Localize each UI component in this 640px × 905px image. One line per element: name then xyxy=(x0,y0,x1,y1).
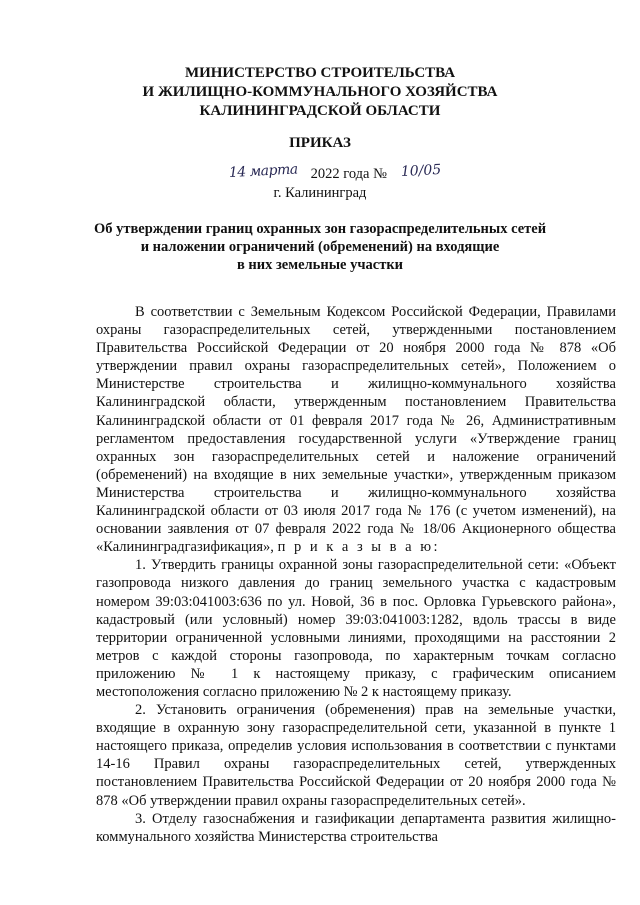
ministry-header-line-1: МИНИСТЕРСТВО СТРОИТЕЛЬСТВА xyxy=(184,65,456,81)
handwritten-order-number: 10/05 xyxy=(400,161,442,181)
intro-main-text: В соответствии с Земельным Кодексом Российской Федерации, Правилами охраны газораспределительных сетей, утвержденными постановлением Правительства Российской Федерации от 20 ноября 2000 года № 878 «Об утверждении правил охраны газораспределительных сетей», Положением о Министерстве строительства и жилищно-коммунального хозяйства Калининградской области, утвержденным постановлением Правительства Калининградской области от 01 февраля 2017 года № 26, Административным регламентом предоставления государственной услуги «Утверждение границ охранных зон газораспределительных сетей и наложение ограничений (обременений) на входящие в них земельные участки», утвержденным приказом Министерства строительства и жилищно-коммунального хозяйства Калининградской области от 03 июля 2017 года № 176 (с учетом изменений), на основании заявления от 07 февраля 2022 года № 18/06 Акционерного общества «Калининградгазификация», xyxy=(96,304,616,556)
item-2-paragraph: 2. Установить ограничения (обременения) прав на земельные участки, входящие в охранную зону газораспределительной сети, указанной в пункте 1 настоящего приказа, определив условия использования в соответствии с пунктами 14-16 Правил охраны газораспределительных сетей, утвержденных постановлением Правительства Российской Федерации от 20 ноября 2000 года № 878 «Об утверждении правил охраны газораспределительных сетей». xyxy=(96,702,616,809)
item-1-paragraph: 1. Утвердить границы охранной зоны газораспределительной сети: «Объект газопровода низкого давления до границ земельного участка с кадастровым номером 39:03:041003:636 по ул. Новой, 36 в пос. Орловка Гурьевского района», кадастровый (или условный) номер 39:03:041003:1282, вдоль трассы в виде территории ограниченной условными линиями, проходящими на расстоянии 2 метров с каждой стороны газопровода, по характерным точкам согласно приложению № 1 к настоящему приказу, с графическим описанием местоположения согласно приложению № 2 к настоящему приказу. xyxy=(96,557,616,700)
handwritten-date: 14 марта xyxy=(228,161,299,182)
order-title: ПРИКАЗ xyxy=(289,135,351,151)
ministry-header-line-3: КАЛИНИНГРАДСКОЙ ОБЛАСТИ xyxy=(199,103,441,119)
intro-paragraph xyxy=(96,303,616,556)
order-subject xyxy=(0,220,640,274)
item-3-paragraph: 3. Отделу газоснабжения и газификации департамента развития жилищно-коммунального хозяйства Министерства строительства xyxy=(96,810,616,845)
order-directive-word: п р и к а з ы в а ю: xyxy=(277,539,441,556)
ministry-header-line-2: И ЖИЛИЩНО-КОММУНАЛЬНОГО ХОЗЯЙСТВА xyxy=(142,84,498,100)
order-subject-line-2: и наложении ограничений (обременений) на входящие xyxy=(140,239,500,255)
order-subject-line-3: в них земельные участки xyxy=(236,257,404,273)
order-body xyxy=(96,303,616,846)
order-year-text: 2022 года № xyxy=(310,166,387,182)
ministry-header xyxy=(0,64,640,121)
order-date-line xyxy=(228,161,442,183)
order-city: г. Калининград xyxy=(273,185,367,201)
order-subject-line-1: Об утверждении границ охранных зон газораспределительных сетей xyxy=(93,221,547,237)
